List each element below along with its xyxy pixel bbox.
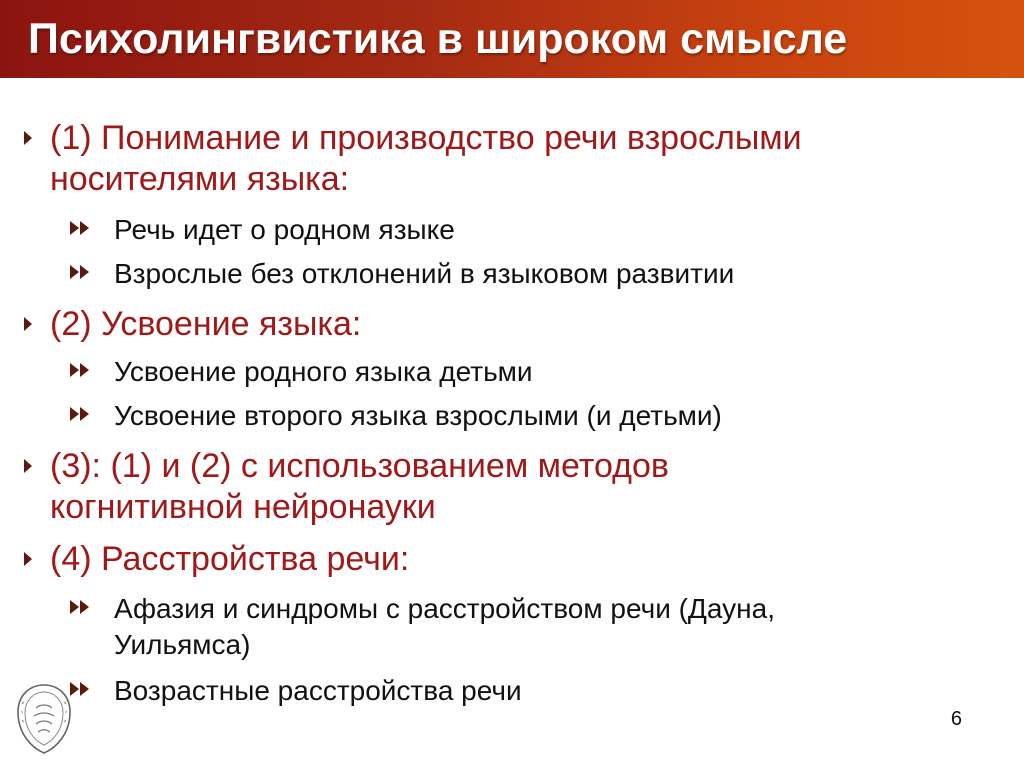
sub-bullet-text: Усвоение родного языка детьми bbox=[114, 356, 533, 387]
sub-bullet-2-2 bbox=[70, 398, 950, 434]
page-number: 6 bbox=[950, 708, 962, 730]
double-chevron-icon bbox=[70, 265, 90, 279]
sub-bullet-text: Афазия и синдромы с расстройством речи (Дауна, Уильямса) bbox=[114, 593, 775, 660]
double-chevron-icon bbox=[70, 221, 90, 235]
double-chevron-icon bbox=[70, 407, 90, 421]
triangle-bullet-icon bbox=[24, 552, 32, 566]
bullet-1-text: (1) Понимание и производство речи взрослыми носителями языка: bbox=[50, 119, 802, 198]
sub-bullet-1-2 bbox=[70, 256, 950, 292]
bullet-1 bbox=[24, 118, 984, 200]
sub-bullet-text: Взрослые без отклонений в языковом развитии bbox=[114, 258, 735, 289]
bullet-3 bbox=[24, 446, 984, 528]
sub-bullet-text: Усвоение второго языка взрослыми (и детьми) bbox=[114, 400, 722, 431]
double-chevron-icon bbox=[70, 600, 90, 614]
sub-bullet-text: Речь идет о родном языке bbox=[114, 214, 455, 245]
university-seal-icon bbox=[14, 682, 74, 756]
triangle-bullet-icon bbox=[24, 131, 32, 145]
slide-title: Психолингвистика в широком смысле bbox=[28, 15, 848, 63]
bullet-2 bbox=[24, 304, 984, 345]
sub-bullet-1-1 bbox=[70, 212, 950, 248]
sub-bullet-4-2 bbox=[70, 673, 950, 709]
bullet-4-text: (4) Расстройства речи: bbox=[50, 540, 410, 578]
sub-bullet-text: Возрастные расстройства речи bbox=[114, 675, 522, 706]
sub-bullet-4-1 bbox=[70, 591, 950, 663]
bullet-2-text: (2) Усвоение языка: bbox=[50, 305, 362, 343]
triangle-bullet-icon bbox=[24, 459, 32, 473]
sub-bullet-2-1 bbox=[70, 354, 950, 390]
double-chevron-icon bbox=[70, 363, 90, 377]
triangle-bullet-icon bbox=[24, 317, 32, 331]
bullet-3-text: (3): (1) и (2) с использованием методов когнитивной нейронауки bbox=[50, 447, 669, 526]
bullet-4 bbox=[24, 539, 984, 580]
